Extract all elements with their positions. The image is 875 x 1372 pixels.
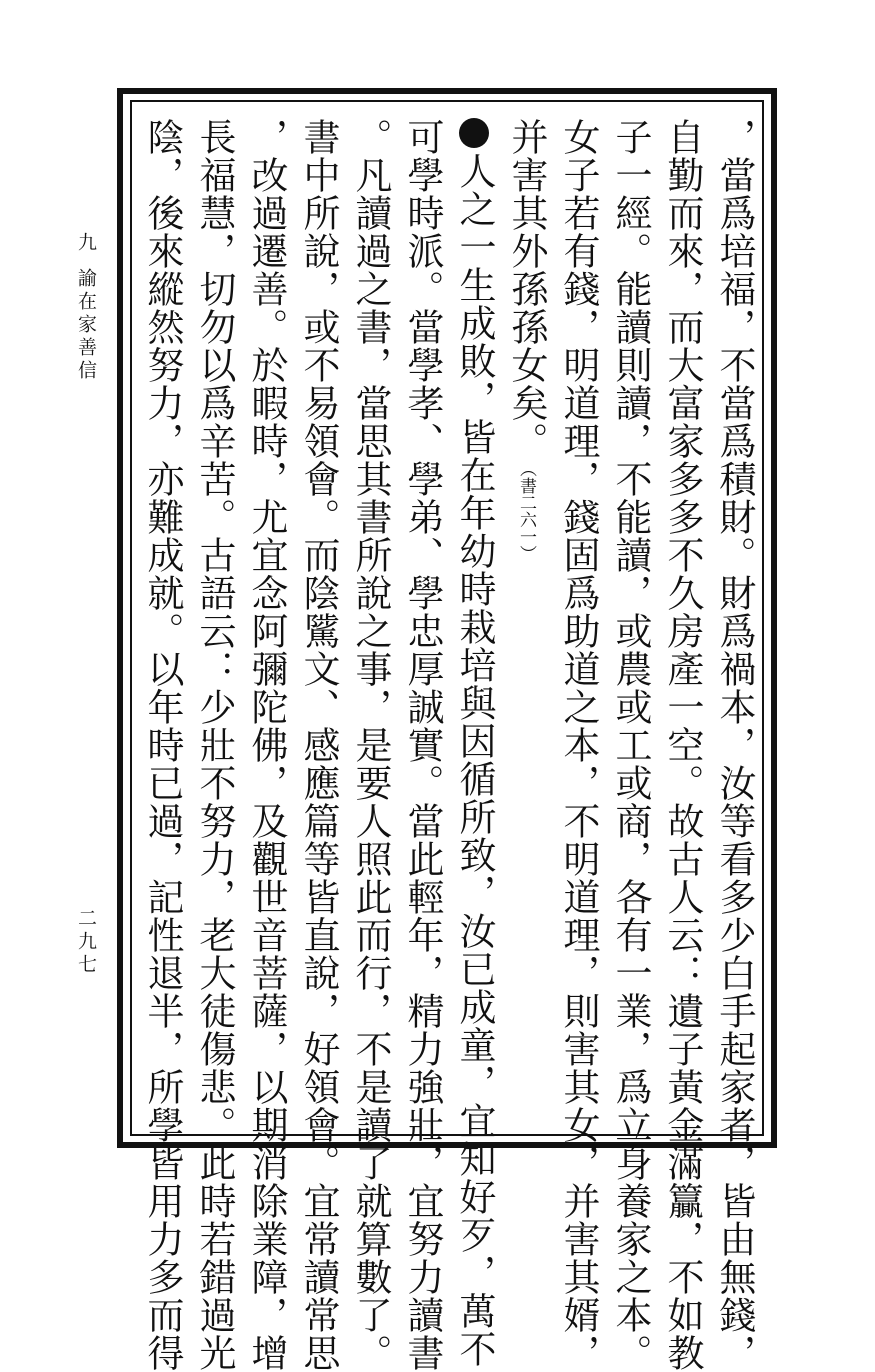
text-column: 子一經。能讀則讀，不能讀，或農或工或商，各有一業，爲立身養家之本。 — [609, 118, 652, 1372]
text-column: 書中所說，或不易領會。而陰騭文、感應篇等皆直說，好領會。宜常讀常思 — [297, 118, 340, 1372]
source-note: （書二六一） — [516, 460, 536, 562]
text-column: 。凡讀過之書，當思其書所說之事，是要人照此而行，不是讀了就算數了。 — [349, 118, 392, 1372]
text-column — [453, 118, 496, 1368]
main-text — [140, 110, 760, 1372]
margin-chapter: 九 — [75, 232, 97, 255]
margin-page-number: 二九七 — [75, 908, 97, 977]
text-column: ，當爲培福，不當爲積財。財爲禍本，汝等看多少白手起家者，皆由無錢， — [713, 118, 756, 1372]
text-column: 可學時派。當學孝、學弟、學忠厚誠實。當此輕年，精力強壯，宜努力讀書 — [401, 118, 444, 1372]
column-text: 人之一生成敗，皆在年幼時栽培與因循所致，汝已成童，宜知好歹，萬不 — [453, 152, 496, 1368]
text-column — [506, 118, 546, 1128]
text-column: 女子若有錢，明道理，錢固爲助道之本，不明道理，則害其女，并害其婿， — [557, 118, 600, 1372]
column-text: 并害其外孫孫女矣。 — [505, 118, 548, 460]
text-column: 自勤而來，而大富家多多不久房產一空。故古人云：遺子黃金滿籯，不如教 — [661, 118, 704, 1372]
text-column: ，改過遷善。於暇時，尤宜念阿彌陀佛，及觀世音菩薩，以期消除業障，增 — [245, 118, 288, 1372]
bullet-icon — [459, 118, 489, 148]
margin-title: 諭在家善信 — [75, 268, 97, 383]
text-column: 陰，後來縱然努力，亦難成就。以年時已過，記性退半，所學皆用力多而得 — [141, 118, 184, 1372]
text-column: 長福慧，切勿以爲辛苦。古語云：少壯不努力，老大徒傷悲。此時若錯過光 — [193, 118, 236, 1372]
